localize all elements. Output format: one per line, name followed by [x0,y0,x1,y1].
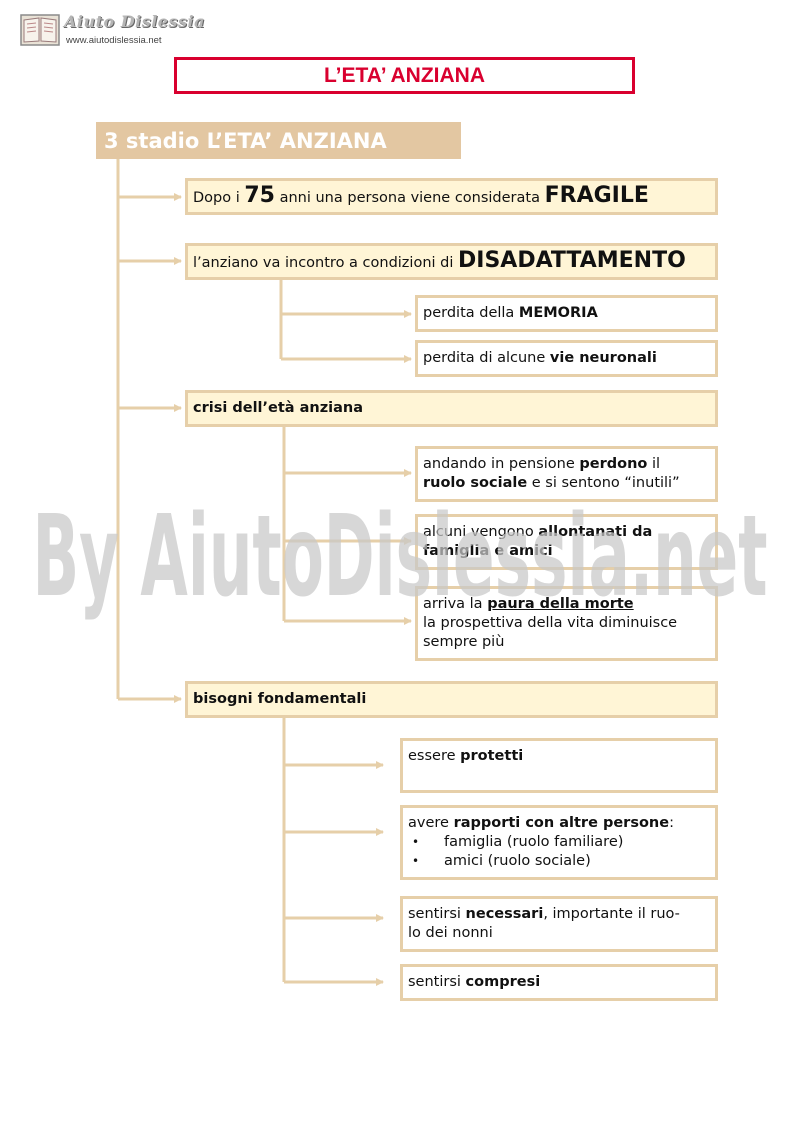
stage-header-text: 3 stadio L’ETA’ ANZIANA [104,128,387,153]
vie-neuronali-box [415,340,718,377]
protetti-bold: protetti [460,748,524,764]
rapporti-line-1 [408,814,710,833]
compresi-pre: sentirsi [408,974,466,990]
fragile-text [193,183,649,208]
rapporti-pre: avere [408,815,454,831]
protetti-box [400,738,718,793]
paura-line-3: sempre più [423,634,505,650]
necessari-bold: necessari [465,906,544,922]
allontanati-bold: allontanati da [538,524,653,540]
rapporti-bullet-list [408,833,710,871]
protetti-pre: essere [408,748,461,764]
logo-name: Aiuto Dislessia [64,12,205,31]
disad-box [185,243,718,280]
paura-bold: paura della morte [487,596,634,612]
stage-header [96,122,461,159]
fragile-mid: anni una persona viene considerata [274,190,545,206]
paura-line-1 [423,595,710,614]
crisis-box [185,390,718,427]
logo-url[interactable]: www.aiutodislessia.net [66,35,162,46]
necessari-line-1 [408,905,710,924]
memoria-text [423,304,598,323]
necessari-box [400,896,718,952]
pensione-box [415,446,718,502]
disad-pre: l’anziano va incontro a condizioni di [193,255,458,271]
compresi-box [400,964,718,1001]
rapporti-colon: : [669,815,674,831]
fragile-word: FRAGILE [544,183,649,208]
inutili-text: e si sentono “inutili” [527,475,680,491]
allontanati-line-2 [423,542,710,561]
fragile-pre: Dopo i [193,190,245,206]
necessari-pre: sentirsi [408,906,466,922]
vie-neuronali-text [423,349,657,368]
protetti-text [408,748,523,764]
pensione-bold: perdono [579,456,648,472]
rapporti-bold: rapporti con altre persone [453,815,670,831]
vie-neuronali-pre: perdita di alcune [423,350,550,366]
memoria-box [415,295,718,332]
famiglia-amici-bold: famiglia e amici [423,543,553,559]
memoria-bold: MEMORIA [518,305,598,321]
pensione-pre: andando in pensione [423,456,580,472]
disad-text [193,248,686,273]
necessari-line-2: lo dei nonni [408,925,493,941]
paura-line-2: la prospettiva della vita diminuisce [423,615,678,631]
allontanati-box [415,514,718,570]
watermark-text: By AiutoDislessia.net [32,492,768,622]
page-title: L’ETA’ ANZIANA [323,63,485,87]
list-item: • famiglia (ruolo familiare) [408,833,710,852]
ruolo-sociale-bold: ruolo sociale [423,475,528,491]
compresi-text [408,973,540,992]
memoria-pre: perdita della [423,305,519,321]
pensione-post: il [647,456,661,472]
rapporti-box [400,805,718,880]
list-item: • amici (ruolo sociale) [408,852,710,871]
fragile-box [185,178,718,215]
vie-neuronali-bold: vie neuronali [549,350,657,366]
paura-pre: arriva la [423,596,488,612]
paura-box [415,586,718,661]
needs-box [185,681,718,718]
allontanati-line-1 [423,523,710,542]
fragile-age: 75 [244,183,275,208]
allontanati-pre: alcuni vengono [423,524,539,540]
pensione-line-2 [423,474,710,493]
compresi-bold: compresi [465,974,541,990]
needs-label: bisogni fondamentali [193,691,367,707]
necessari-post: , importante il ruo- [543,906,680,922]
pensione-line-1 [423,455,710,474]
crisis-label: crisi dell’età anziana [193,400,364,416]
disad-word: DISADATTAMENTO [458,248,686,273]
